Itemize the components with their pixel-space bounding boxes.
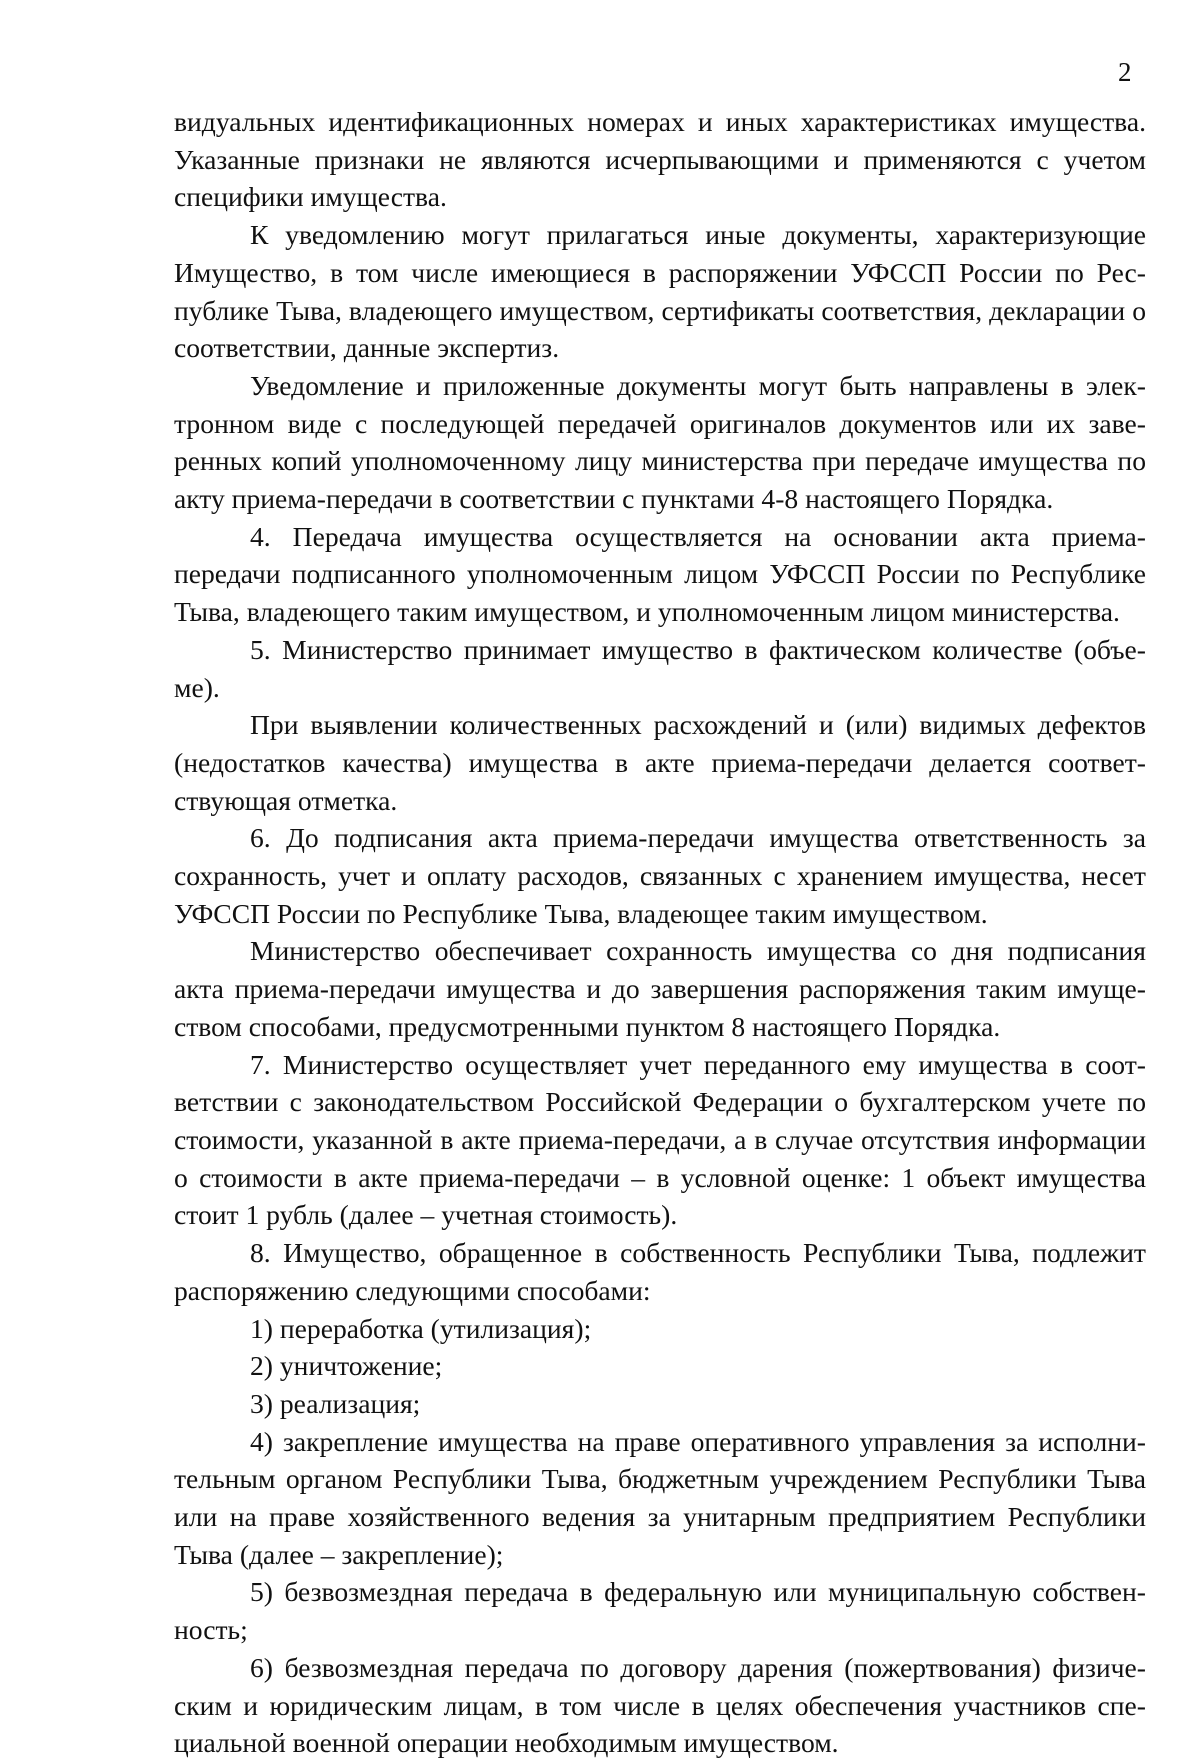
paragraph-item-6: 6. До подписания акта приема-передачи имущества ответственность за сохранность, учет и оплату расходов, связанных с хранением имущества, несет УФССП России по Республике Тыва, владеющее таким имуществом. (174, 822, 1146, 929)
list-item-6: 6) безвозмездная передача по договору дарения (пожертвования) физическим и юридическим лицам, в том числе в целях обеспечения участников специальной военной операции необходимым имуществом. (174, 1651, 1146, 1759)
paragraph-item-8: 8. Имущество, обращенное в собственность Республики Тыва, подлежит распоряжению следующими способами: (174, 1237, 1146, 1306)
paragraph-safekeeping: Министерство обеспечивает сохранность имущества со дня подписания акта приема-передачи имущества и до завершения распоряжения таким имуществом способами, предусмотренными пунктом 8 настоящего Порядка. (174, 935, 1146, 1042)
paragraph-item-7: 7. Министерство осуществляет учет переданного ему имущества в соответствии с законодательством Российской Федерации о бухгалтерском учете по стоимости, указанной в акте приема-передачи, а в случае отсутствия информации о стоимости в акте приема-передачи – в условной оценке: 1 объект имущества стоит 1 рубль (далее – учетная стоимость). (174, 1048, 1146, 1231)
document-body (174, 103, 1146, 1762)
paragraph-item-4: 4. Передача имущества осуществляется на основании акта приема-передачи подписанного уполномоченным лицом УФССП России по Республике Тыва, владеющего таким имуществом, и уполномоченным лицом министерства. (174, 520, 1146, 628)
paragraph-discrepancies: При выявлении количественных расхождений и (или) видимых дефектов (недостатков качества) имущества в акте приема-передачи делается соответствующая отметка. (174, 709, 1146, 816)
list-item-4: 4) закрепление имущества на праве оперативного управления за исполнительным органом Республики Тыва, бюджетным учреждением Республики Тыва или на праве хозяйственного ведения за унитарным предприятием Республики Тыва (далее – закрепление); (174, 1425, 1146, 1570)
list-item-5: 5) безвозмездная передача в федеральную или муниципальную собственность; (174, 1576, 1146, 1646)
list-item-1: 1) переработка (утилизация); (250, 1312, 592, 1344)
paragraph-attachments: К уведомлению могут прилагаться иные документы, характеризующие Имущество, в том числе имеющиеся в распоряжении УФССП России по Республике Тыва, владеющего имуществом, сертификаты соответствия, декларации о соответствии, данные экспертиз. (174, 219, 1146, 364)
paragraph-continuation: видуальных идентификационных номерах и иных характеристиках имущества. Указанные признаки не являются исчерпывающими и применяются с учетом специфики имущества. (174, 106, 1146, 213)
page-number: 2 (1118, 57, 1132, 87)
paragraph-electronic-submission: Уведомление и приложенные документы могут быть направлены в электронном виде с последующей передачей оригиналов документов или их заверенных копий уполномоченному лицу министерства при передаче имущества по акту приема-передачи в соответствии с пунктами 4-8 настоящего Порядка. (174, 369, 1146, 515)
list-item-2: 2) уничтожение; (250, 1350, 443, 1382)
paragraph-item-5: 5. Министерство принимает имущество в фактическом количестве (объеме). (174, 633, 1146, 703)
list-item-3: 3) реализация; (250, 1387, 421, 1419)
